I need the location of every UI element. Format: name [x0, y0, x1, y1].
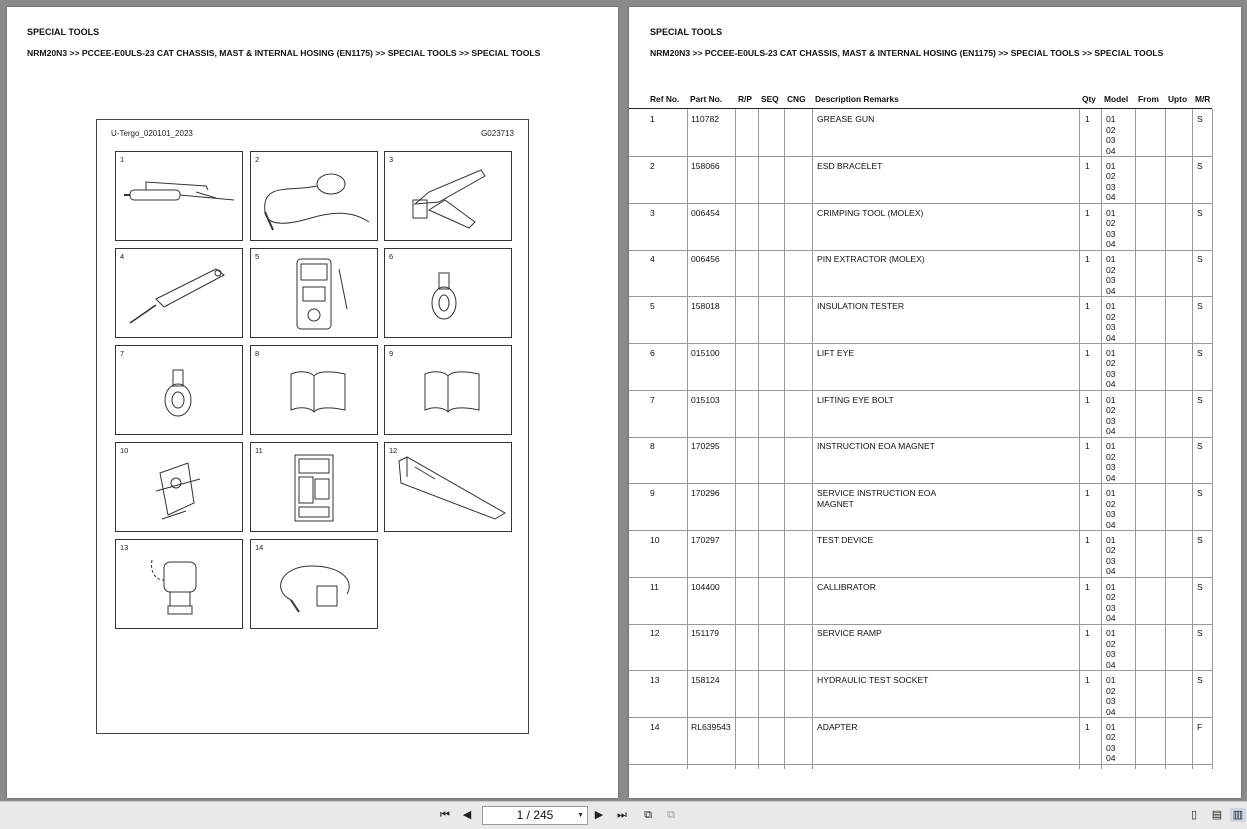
lift-eye-icon [385, 249, 511, 337]
model-code: 02 [1106, 124, 1116, 135]
column-divider [1165, 109, 1166, 769]
row-part-number: 006454 [691, 207, 720, 218]
row-ref: 5 [650, 301, 655, 311]
column-divider [1135, 109, 1136, 769]
diagram-cell-7[interactable] [115, 345, 243, 435]
model-code: 02 [1106, 451, 1116, 462]
row-model [1106, 301, 1116, 343]
row-qty: 1 [1085, 628, 1090, 639]
model-code: 03 [1106, 509, 1116, 519]
row-mr: S [1197, 628, 1203, 639]
column-divider [812, 109, 813, 769]
row-description: LIFTING EYE BOLT [817, 394, 894, 405]
model-code: 04 [1106, 426, 1116, 436]
model-code: 03 [1106, 275, 1116, 286]
model-code: 01 [1106, 347, 1116, 358]
row-qty: 1 [1085, 301, 1090, 311]
book-icon [251, 346, 377, 434]
cell-number: 12 [389, 446, 398, 455]
row-mr: S [1197, 441, 1203, 452]
row-description: GREASE GUN [817, 114, 875, 124]
row-ref: 6 [650, 347, 655, 358]
row-description: ESD BRACELET [817, 160, 883, 171]
table-row[interactable] [629, 437, 1212, 484]
row-part-number: RL639543 [691, 721, 731, 732]
model-code: 01 [1106, 488, 1116, 498]
row-ref: 3 [650, 207, 655, 218]
model-code: 02 [1106, 264, 1116, 275]
header-qty: Qty [1082, 94, 1096, 104]
row-ref: 8 [650, 441, 655, 452]
page-indicator-select[interactable] [482, 806, 588, 825]
row-part-number: 015103 [691, 394, 720, 405]
page-title: SPECIAL TOOLS [650, 27, 723, 37]
cell-number: 6 [389, 252, 394, 261]
row-description: TEST DEVICE [817, 534, 874, 545]
diagram-cell-13[interactable] [115, 539, 243, 629]
model-code: 03 [1106, 649, 1116, 660]
row-mr: F [1197, 721, 1203, 732]
row-model [1106, 488, 1116, 530]
first-page-icon[interactable]: ⏮ [440, 809, 450, 821]
model-code: 04 [1106, 192, 1116, 203]
insulation-tester-icon [251, 249, 377, 337]
diagram-cell-14[interactable] [250, 539, 378, 629]
header-desc: Description Remarks [815, 94, 899, 104]
last-page-icon[interactable]: ⏭ [617, 809, 627, 821]
row-mr: S [1197, 488, 1203, 498]
row-mr: S [1197, 675, 1203, 685]
service-ramp-icon [385, 443, 511, 531]
chevron-down-icon: ▼ [577, 812, 584, 819]
row-model [1106, 348, 1116, 390]
diagram-cell-8[interactable] [250, 345, 378, 435]
page-indicator: 1 / 245 [516, 808, 554, 822]
model-code: 04 [1106, 613, 1116, 623]
model-code: 03 [1106, 742, 1116, 753]
esd-bracelet-icon [251, 152, 377, 240]
table-row[interactable] [629, 718, 1212, 765]
model-code: 04 [1106, 519, 1116, 530]
row-description: PIN EXTRACTOR (MOLEX) [817, 254, 925, 265]
row-ref: 12 [650, 628, 660, 639]
book-icon [385, 346, 511, 434]
row-model [1106, 535, 1116, 577]
model-code: 02 [1106, 732, 1116, 743]
model-code: 04 [1106, 753, 1116, 764]
row-mr: S [1197, 394, 1203, 405]
model-code: 02 [1106, 685, 1116, 696]
cell-number: 8 [255, 349, 260, 358]
row-qty: 1 [1085, 394, 1090, 405]
cell-number: 14 [255, 543, 264, 552]
model-code: 03 [1106, 322, 1116, 332]
left-page [7, 7, 618, 798]
row-model [1106, 628, 1116, 670]
row-qty: 1 [1085, 114, 1090, 124]
model-code: 01 [1106, 207, 1116, 218]
row-qty: 1 [1085, 675, 1090, 685]
model-code: 02 [1106, 358, 1116, 369]
header-model: Model [1104, 94, 1129, 104]
model-code: 02 [1106, 311, 1116, 322]
lifting-eye-bolt-icon [116, 346, 242, 434]
row-mr: S [1197, 207, 1203, 218]
cell-number: 5 [255, 252, 260, 261]
viewer-toolbar [0, 801, 1247, 829]
row-part-number: 104400 [691, 581, 720, 592]
model-code: 02 [1106, 638, 1116, 649]
model-code: 02 [1106, 545, 1116, 556]
diagram-cell-5[interactable] [250, 248, 378, 338]
table-row[interactable] [629, 110, 1212, 157]
column-divider [1212, 109, 1213, 769]
model-code: 04 [1106, 285, 1116, 296]
model-code: 02 [1106, 498, 1116, 509]
column-divider [687, 109, 688, 769]
row-part-number: 170297 [691, 534, 720, 545]
diagram-cell-10[interactable] [115, 442, 243, 532]
row-part-number: 170296 [691, 488, 720, 498]
row-description: CALLIBRATOR [817, 581, 876, 592]
column-divider [735, 109, 736, 769]
prev-page-icon[interactable]: ◀ [462, 809, 472, 821]
row-qty: 1 [1085, 488, 1090, 498]
breadcrumb: NRM20N3 >> PCCEE-E0ULS-23 CAT CHASSIS, MAST & INTERNAL HOSING (EN1175) >> SPECIAL TOOLS >> SPECIAL TOOLS [650, 48, 1164, 58]
row-ref: 9 [650, 488, 655, 498]
model-code: 02 [1106, 592, 1116, 602]
model-code: 04 [1106, 145, 1116, 156]
model-code: 01 [1106, 394, 1116, 405]
model-code: 01 [1106, 160, 1116, 171]
row-description: INSTRUCTION EOA MAGNET [817, 441, 935, 452]
model-code: 04 [1106, 472, 1116, 483]
row-model [1106, 675, 1116, 717]
row-mr: S [1197, 347, 1203, 358]
table-row[interactable] [629, 344, 1212, 391]
model-code: 04 [1106, 566, 1116, 577]
row-qty: 1 [1085, 534, 1090, 545]
diagram-cell-1[interactable] [115, 151, 243, 241]
model-code: 04 [1106, 332, 1116, 343]
model-code: 02 [1106, 171, 1116, 182]
grease-gun-icon [116, 152, 242, 240]
column-divider [1079, 109, 1080, 769]
diagram-cell-9[interactable] [384, 345, 512, 435]
model-code: 02 [1106, 405, 1116, 415]
diagram-cell-4[interactable] [115, 248, 243, 338]
row-part-number: 158066 [691, 160, 720, 171]
diagram-cell-6[interactable] [384, 248, 512, 338]
model-code: 03 [1106, 181, 1116, 192]
table-row[interactable] [629, 157, 1212, 204]
cell-number: 10 [120, 446, 129, 455]
model-code: 01 [1106, 581, 1116, 592]
row-model [1106, 582, 1116, 624]
diagram-cell-2[interactable] [250, 151, 378, 241]
row-model [1106, 441, 1116, 483]
row-mr: S [1197, 160, 1203, 171]
next-page-icon[interactable]: ▶ [594, 809, 604, 821]
table-header [629, 94, 1212, 109]
row-model [1106, 254, 1116, 296]
table-row[interactable] [629, 204, 1212, 251]
table-row[interactable] [629, 391, 1212, 438]
crimping-tool-icon [385, 152, 511, 240]
row-qty: 1 [1085, 441, 1090, 452]
row-description: ADAPTER [817, 721, 858, 732]
table-row[interactable] [629, 578, 1212, 625]
model-code: 03 [1106, 555, 1116, 566]
model-code: 01 [1106, 114, 1116, 124]
model-code: 03 [1106, 228, 1116, 239]
cell-number: 2 [255, 155, 260, 164]
cell-number: 4 [120, 252, 125, 261]
figure-code: G023713 [481, 129, 514, 138]
two-page-icon[interactable]: ▥ [1230, 808, 1246, 822]
row-part-number: 015100 [691, 347, 720, 358]
continuous-icon[interactable]: ▤ [1211, 809, 1223, 821]
diagram-cell-11[interactable] [250, 442, 378, 532]
row-qty: 1 [1085, 254, 1090, 265]
row-description: HYDRAULIC TEST SOCKET [817, 675, 929, 685]
row-mr: S [1197, 301, 1203, 311]
model-code: 01 [1106, 721, 1116, 732]
row-model [1106, 395, 1116, 437]
cell-number: 7 [120, 349, 125, 358]
column-divider [1101, 109, 1102, 769]
column-divider [758, 109, 759, 769]
row-model [1106, 208, 1116, 250]
row-qty: 1 [1085, 347, 1090, 358]
header-from: From [1138, 94, 1159, 104]
row-ref: 10 [650, 534, 660, 545]
table-row[interactable] [629, 531, 1212, 578]
row-description: SERVICE INSTRUCTION EOA MAGNET [817, 488, 937, 509]
row-model [1106, 114, 1116, 156]
pin-extractor-icon [116, 249, 242, 337]
row-mr: S [1197, 534, 1203, 545]
model-code: 02 [1106, 218, 1116, 228]
header-mr: M/R [1195, 94, 1211, 104]
model-code: 03 [1106, 462, 1116, 473]
model-code: 03 [1106, 135, 1116, 145]
row-ref: 11 [650, 581, 659, 592]
breadcrumb: NRM20N3 >> PCCEE-E0ULS-23 CAT CHASSIS, MAST & INTERNAL HOSING (EN1175) >> SPECIAL TOOLS >> SPECIAL TOOLS [27, 48, 541, 58]
model-code: 01 [1106, 534, 1116, 545]
model-code: 04 [1106, 706, 1116, 717]
row-qty: 1 [1085, 160, 1090, 171]
row-model [1106, 722, 1116, 764]
row-part-number: 158124 [691, 675, 720, 685]
adapter-cable-icon [251, 540, 377, 628]
row-qty: 1 [1085, 721, 1090, 732]
model-code: 04 [1106, 659, 1116, 670]
model-code: 03 [1106, 602, 1116, 613]
cell-number: 1 [120, 155, 125, 164]
diagram-frame [96, 119, 529, 734]
row-qty: 1 [1085, 581, 1090, 592]
table-row[interactable] [629, 624, 1212, 671]
table-row[interactable] [629, 671, 1212, 718]
header-cng: CNG [787, 94, 806, 104]
model-code: 01 [1106, 628, 1116, 639]
model-code: 01 [1106, 441, 1116, 452]
row-description: INSULATION TESTER [817, 301, 905, 311]
cell-number: 13 [120, 543, 129, 552]
header-rp: R/P [738, 94, 752, 104]
row-description: SERVICE RAMP [817, 628, 882, 639]
cell-number: 3 [389, 155, 394, 164]
cell-number: 9 [389, 349, 394, 358]
row-ref: 14 [650, 721, 660, 732]
table-row[interactable] [629, 484, 1212, 531]
diagram-cell-3[interactable] [384, 151, 512, 241]
cell-number: 11 [255, 446, 263, 455]
row-ref: 2 [650, 160, 655, 171]
row-ref: 7 [650, 394, 655, 405]
row-ref: 4 [650, 254, 655, 265]
model-code: 01 [1106, 301, 1116, 311]
test-device-icon [116, 443, 242, 531]
header-ref: Ref No. [650, 94, 680, 104]
row-part-number: 170295 [691, 441, 720, 452]
row-part-number: 006456 [691, 254, 720, 265]
row-part-number: 158018 [691, 301, 720, 311]
header-seq: SEQ [761, 94, 779, 104]
column-divider [1192, 109, 1193, 769]
right-page [629, 7, 1241, 798]
table-row[interactable] [629, 297, 1212, 344]
row-description: CRIMPING TOOL (MOLEX) [817, 207, 924, 218]
model-code: 04 [1106, 379, 1116, 390]
model-code: 01 [1106, 675, 1116, 685]
rotate-icon[interactable]: ⧉ [644, 809, 652, 821]
single-page-icon[interactable]: ▯ [1190, 809, 1198, 821]
row-description: LIFT EYE [817, 347, 855, 358]
row-mr: S [1197, 114, 1203, 124]
model-code: 03 [1106, 415, 1116, 426]
calibrator-icon [251, 443, 377, 531]
row-ref: 13 [650, 675, 660, 685]
row-mr: S [1197, 581, 1203, 592]
row-part-number: 110782 [691, 114, 720, 124]
table-row[interactable] [629, 250, 1212, 297]
page-title: SPECIAL TOOLS [27, 27, 100, 37]
row-model [1106, 161, 1116, 203]
row-ref: 1 [650, 114, 655, 124]
figure-label: U-Tergo_020101_2023 [111, 129, 193, 138]
hydraulic-socket-icon [116, 540, 242, 628]
header-part: Part No. [690, 94, 723, 104]
diagram-cell-12[interactable] [384, 442, 512, 532]
model-code: 04 [1106, 239, 1116, 249]
model-code: 03 [1106, 696, 1116, 706]
row-qty: 1 [1085, 207, 1090, 218]
row-part-number: 151179 [691, 628, 720, 639]
column-divider [784, 109, 785, 769]
header-upto: Upto [1168, 94, 1188, 104]
fit-icon[interactable]: ⧉ [667, 809, 675, 821]
model-code: 01 [1106, 254, 1116, 265]
model-code: 03 [1106, 368, 1116, 379]
row-mr: S [1197, 254, 1203, 265]
